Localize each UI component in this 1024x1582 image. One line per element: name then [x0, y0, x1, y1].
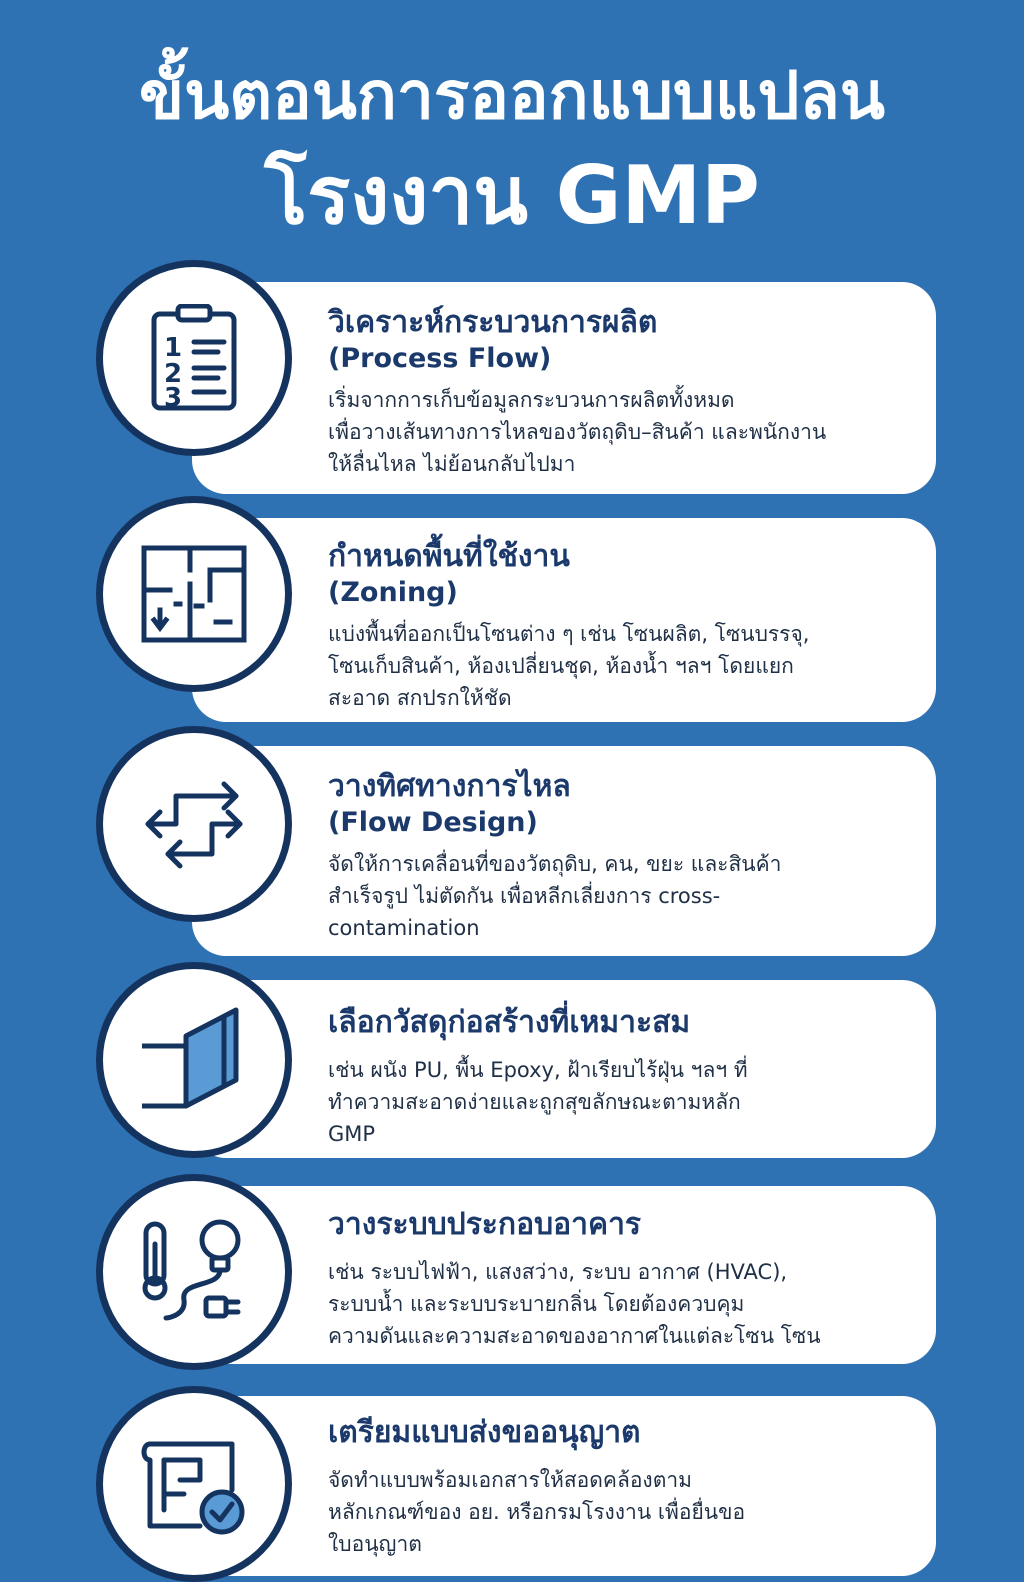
svg-text:3: 3 — [164, 383, 183, 412]
step-card-materials — [192, 980, 936, 1158]
svg-text:2: 2 — [164, 359, 183, 389]
floor-plan-icon — [140, 540, 248, 648]
step-subtitle: (Zoning) — [328, 577, 458, 608]
step-icon-circle — [96, 1386, 292, 1582]
step-icon-circle — [96, 496, 292, 692]
step-card-zoning — [192, 518, 936, 722]
step-card-flow-design — [192, 746, 936, 956]
step-subtitle: (Process Flow) — [328, 343, 552, 374]
blueprint-approval-icon — [140, 1430, 248, 1538]
step-title: วิเคราะห์กระบวนการผลิต — [328, 305, 658, 340]
step-description: เริ่มจากการเก็บข้อมูลกระบวนการผลิตทั้งหมด เพื่อวางเส้นทางการไหลของวัตถุดิบ–สินค้า และพนักงาน ให้ลื่นไหล ไม่ย้อนกลับไปมา — [328, 388, 827, 476]
step-icon-circle — [96, 726, 292, 922]
step-title: วางระบบประกอบอาคาร — [328, 1207, 642, 1242]
svg-text:1: 1 — [164, 333, 183, 363]
step-title: กำหนดพื้นที่ใช้งาน — [328, 539, 570, 574]
step-icon-circle — [96, 962, 292, 1158]
step-icon-circle — [96, 1174, 292, 1370]
clipboard-list-icon — [140, 304, 248, 412]
step-description: จัดให้การเคลื่อนที่ของวัตถุดิบ, คน, ขยะ และสินค้า สำเร็จรูป ไม่ตัดกัน เพื่อหลีกเลี่ยงการ cross- contamination — [328, 852, 782, 940]
step-description: เช่น ผนัง PU, พื้น Epoxy, ฝ้าเรียบไร้ฝุ่น ฯลฯ ที่ ทำความสะอาดง่ายและถูกสุขลักษณะตามหลัก GMP — [328, 1058, 748, 1146]
step-card-permit-documents — [192, 1396, 936, 1576]
page-title-line-1: ขั้นตอนการออกแบบแปลน — [139, 57, 885, 134]
step-title: วางทิศทางการไหล — [328, 769, 571, 804]
page-title-line-2: โรงงาน GMP — [264, 149, 760, 242]
step-icon-circle — [96, 260, 292, 456]
step-card-building-systems — [192, 1186, 936, 1364]
wall-panel-icon — [140, 1006, 248, 1114]
step-title: เตรียมแบบส่งขออนุญาต — [328, 1415, 641, 1450]
step-title: เลือกวัสดุก่อสร้างที่เหมาะสม — [328, 1005, 691, 1040]
step-description: แบ่งพื้นที่ออกเป็นโซนต่าง ๆ เช่น โซนผลิต, โซนบรรจุ, โซนเก็บสินค้า, ห้องเปลี่ยนชุด, ห้องน้ำ ฯลฯ โดยแยก สะอาด สกปรกให้ชัด — [328, 622, 810, 710]
step-card-process-flow — [192, 282, 936, 494]
step-description: จัดทำแบบพร้อมเอกสารให้สอดคล้องตาม หลักเกณฑ์ของ อย. หรือกรมโรงงาน เพื่อยื่นขอ ใบอนุญาต — [328, 1468, 746, 1556]
step-description: เช่น ระบบไฟฟ้า, แสงสว่าง, ระบบ อากาศ (HVAC), ระบบน้ำ และระบบระบายกลิ่น โดยต้องควบคุม ความดันและความสะอาดของอากาศในแต่ละโซน โซน — [328, 1260, 821, 1348]
utilities-icon — [140, 1218, 248, 1326]
step-subtitle: (Flow Design) — [328, 807, 538, 838]
flow-arrows-icon — [140, 770, 248, 878]
